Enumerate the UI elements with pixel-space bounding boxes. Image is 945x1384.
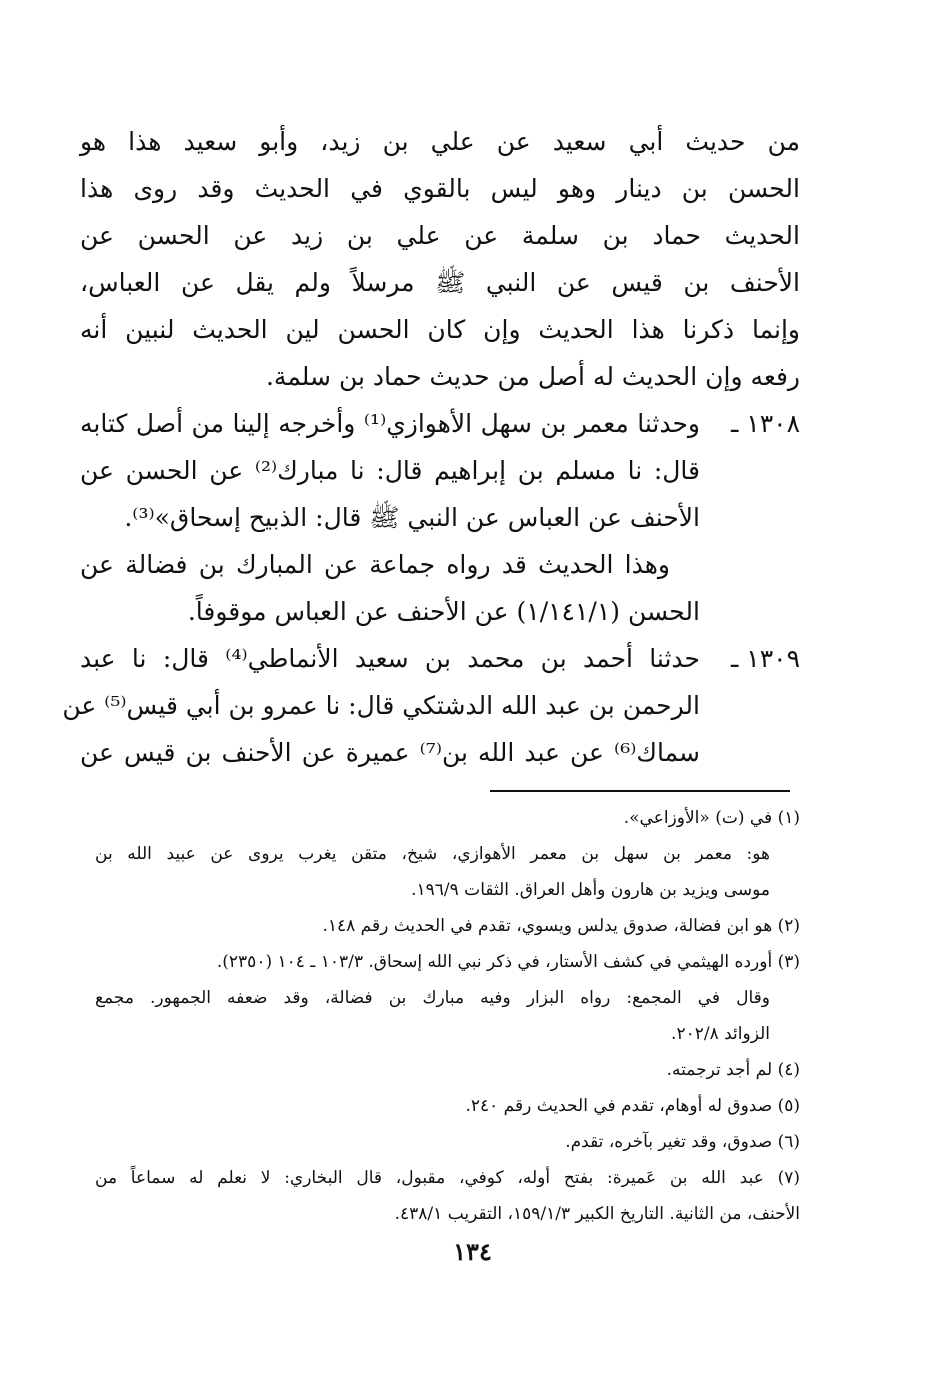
footnote-divider — [490, 790, 790, 792]
body-line: الأحنف بن قيس عن النبي ﷺ مرسلاً ولم يقل عن العباس، — [80, 268, 800, 297]
footnote-line: (٢) هو ابن فضالة، صدوق يدلس ويسوي، تقدم في الحديث رقم ١٤٨. — [322, 916, 800, 936]
body-line: قال: نا مسلم بن إبراهيم قال: نا مبارك⁽²⁾ عن الحسن عن — [80, 456, 700, 485]
footnote-line: (٥) صدوق له أوهام، تقدم في الحديث رقم ٢٤٠. — [465, 1096, 800, 1116]
footnote-line: الزوائد ٢٠٢/٨. — [671, 1024, 770, 1044]
body-line: من حديث أبي سعيد عن علي بن زيد، وأبو سعيد هذا هو — [80, 127, 800, 156]
footnote-line: (٧) عبد الله بن عَميرة: بفتح أوله، كوفي، مقبول، قال البخاري: لا نعلم له سماعاً من — [95, 1168, 800, 1188]
hadith-1308-line: ١٣٠٨ ـ وحدثنا معمر بن سهل الأهوازي⁽¹⁾ وأخرجه إلينا من أصل كتابه — [80, 400, 800, 447]
body-line: سماك⁽⁶⁾ عن عبد الله بن⁽⁷⁾ عميرة عن الأحنف بن قيس عن — [80, 738, 700, 767]
body-line: الحسن بن دينار وهو ليس بالقوي في الحديث وقد روى هذا — [80, 174, 800, 203]
hadith-number: ١٣٠٨ ـ — [731, 409, 800, 438]
body-line: الحديث حماد بن سلمة عن علي بن زيد عن الحسن عن — [80, 221, 800, 250]
footnote-line: (١) في (ت) «الأوزاعي». — [623, 808, 800, 828]
footnote-line: هو: معمر بن سهل بن معمر الأهوازي، شيخ، متقن يغرب يروى عن عبيد الله بن — [95, 844, 770, 864]
hadith-1309-line: ١٣٠٩ ـ حدثنا أحمد بن محمد بن سعيد الأنماطي⁽⁴⁾ قال: نا عبد — [80, 635, 800, 682]
footnote-line: الأحنف، من الثانية. التاريخ الكبير ١٥٩/١/٣، التقريب ٤٣٨/١. — [394, 1204, 800, 1224]
body-line: رفعه وإن الحديث له أصل من حديث حماد بن سلمة. — [265, 362, 800, 391]
body-line: وهذا الحديث قد رواه جماعة عن المبارك بن فضالة عن — [80, 550, 670, 579]
hadith-number: ١٣٠٩ ـ — [731, 644, 800, 673]
main-text — [62, 118, 800, 776]
body-line: الحسن (١/١٤١/١) عن الأحنف عن العباس موقوفاً. — [187, 597, 700, 626]
footnote-line: (٤) لم أجد ترجمته. — [666, 1060, 800, 1080]
footnotes — [95, 800, 800, 1232]
body-line: وإنما ذكرنا هذا الحديث وإن كان الحسن لين الحديث لنبين أنه — [80, 315, 800, 344]
footnote-line: (٣) أورده الهيثمي في كشف الأستار، في ذكر نبي الله إسحاق. ١٠٣/٣ ـ ١٠٤ (٢٣٥٠). — [216, 952, 800, 972]
footnote-line: (٦) صدوق، وقد تغير بآخره، تقدم. — [565, 1132, 800, 1152]
footnote-line: موسى ويزيد بن هارون وأهل العراق. الثقات ١٩٦/٩. — [411, 880, 770, 900]
body-line: الرحمن بن عبد الله الدشتكي قال: نا عمرو بن أبي قيس⁽⁵⁾ عن — [62, 691, 700, 720]
page-number: ١٣٤ — [453, 1237, 492, 1266]
footnote-line: وقال في المجمع: رواه البزار وفيه مبارك بن فضالة، وقد ضعفه الجمهور. مجمع — [95, 988, 770, 1008]
body-line: الأحنف عن العباس عن النبي ﷺ قال: الذبيح إسحاق»⁽³⁾. — [124, 503, 700, 532]
